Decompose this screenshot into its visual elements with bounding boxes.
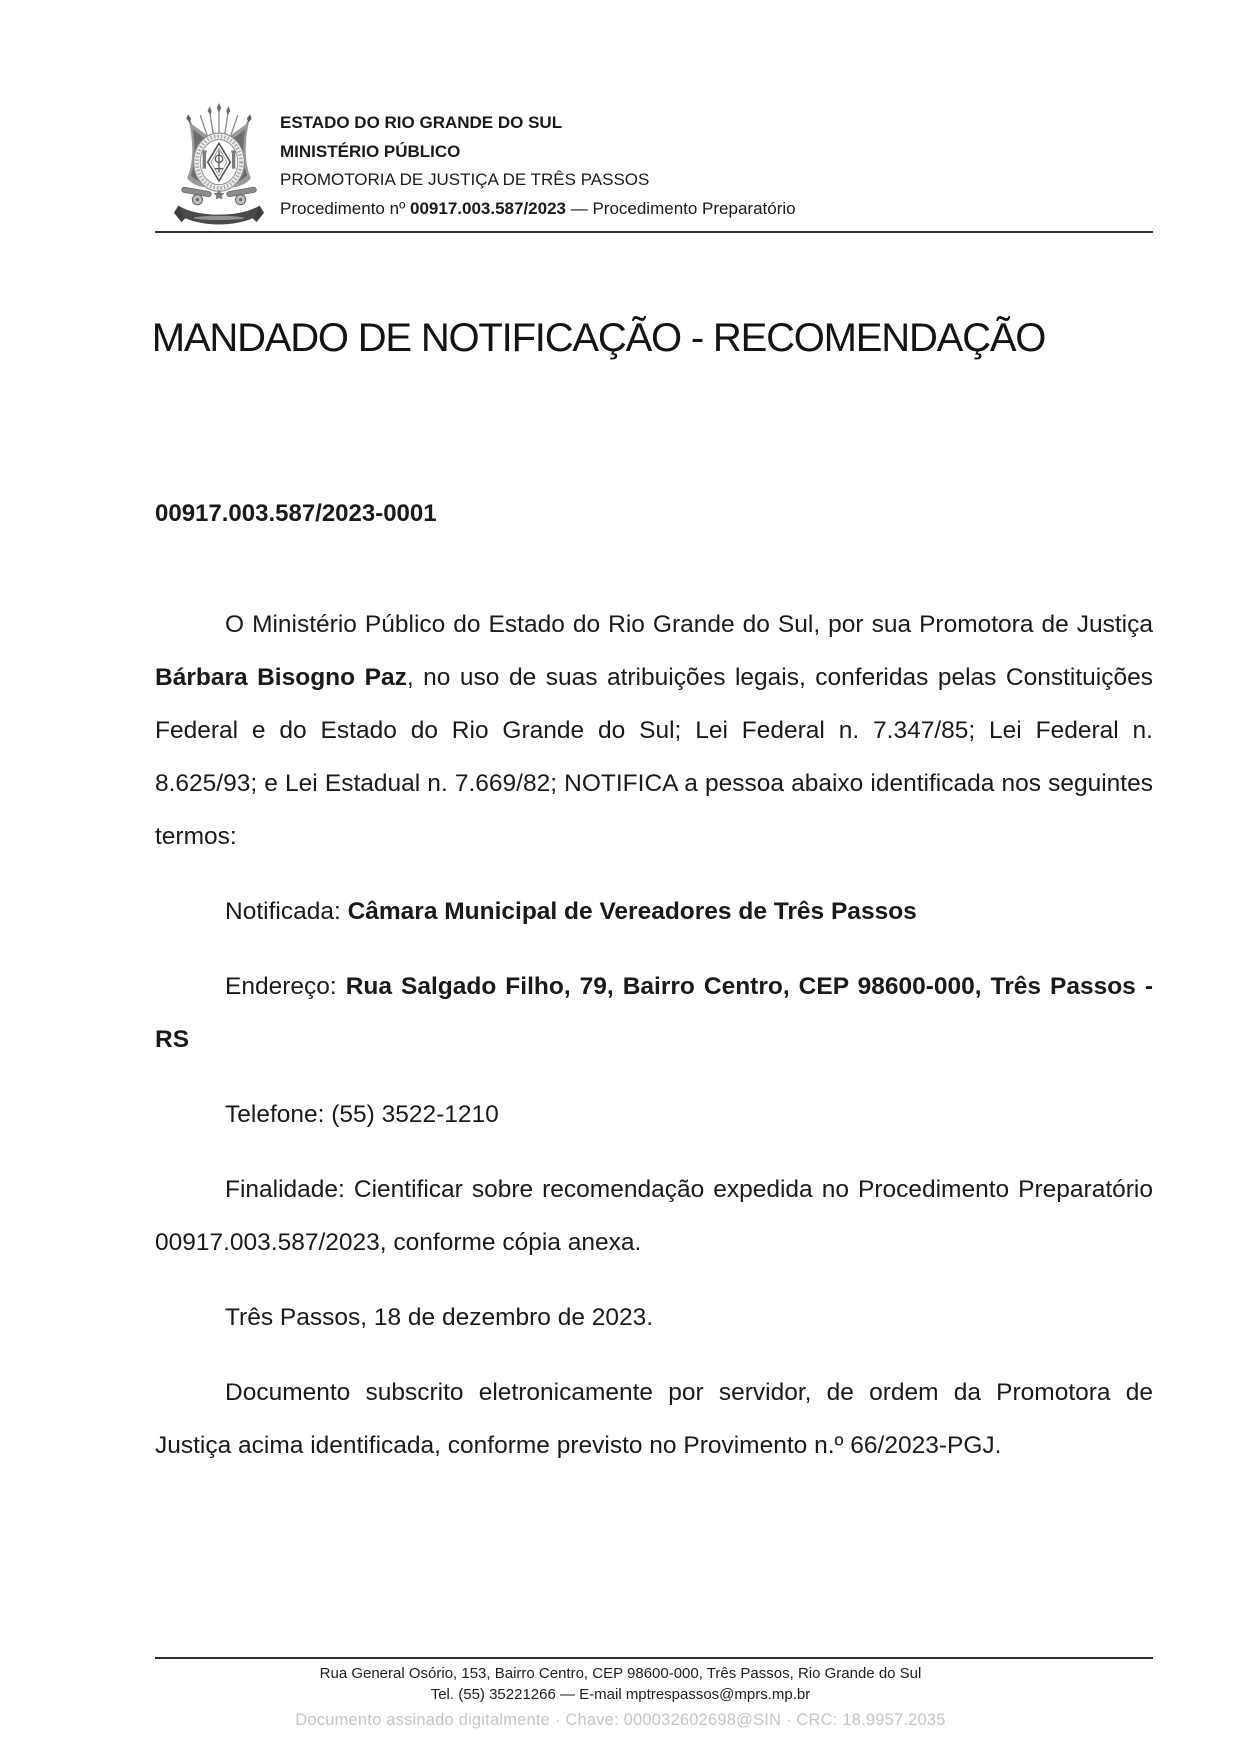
document-footer: [0, 1663, 1241, 1732]
paragraph-date: Três Passos, 18 de dezembro de 2023.: [225, 1304, 654, 1331]
procedure-prefix: Procedimento nº: [280, 198, 410, 218]
intro-text-post: , no uso de suas atribuições legais, conferidas pelas Constituições Federal e do Estado do Rio Grande do Sul; Lei Federal n. 7.347/85; Lei Federal n. 8.625/93; e Lei Estadual n. 7.669/82; NOTIFICA a pessoa abaixo identificada nos seguintes termos:: [155, 664, 1153, 850]
paragraph-closing: Documento subscrito eletronicamente por servidor, de ordem da Promotora de Justiça acima identificada, conforme previsto no Provimento n.º 66/2023-PGJ.: [155, 1379, 1153, 1459]
reference-number: 00917.003.587/2023-0001: [155, 500, 437, 527]
document-title: MANDADO DE NOTIFICAÇÃO - RECOMENDAÇÃO: [151, 316, 1046, 360]
coat-of-arms-logo: [172, 103, 266, 225]
procedure-number: 00917.003.587/2023: [410, 198, 566, 218]
notified-value: Câmara Municipal de Vereadores de Três Passos: [347, 898, 917, 925]
address-value: Rua Salgado Filho, 79, Bairro Centro, CEP 98600-000, Três Passos - RS: [155, 973, 1153, 1053]
paragraph-address: [155, 960, 1153, 1066]
paragraph-phone: Telefone: (55) 3522-1210: [225, 1101, 499, 1128]
header-divider: [155, 231, 1153, 233]
address-label: Endereço:: [225, 973, 346, 1000]
document-header: [172, 103, 796, 225]
prosecutor-name: Bárbara Bisogno Paz: [155, 664, 407, 691]
digital-signature-note: Documento assinado digitalmente · Chave: 000032602698@SIN · CRC: 18.9957.2035: [295, 1711, 946, 1729]
header-procedure-line: [280, 195, 796, 224]
document-body: [155, 598, 1153, 1494]
procedure-suffix: — Procedimento Preparatório: [566, 198, 796, 218]
header-state-line: ESTADO DO RIO GRANDE DO SUL: [280, 113, 563, 132]
paragraph-intro: [155, 598, 1153, 863]
footer-contact: Tel. (55) 35221266 — E-mail mptrespassos@mprs.mp.br: [430, 1686, 811, 1703]
paragraph-notified: [155, 885, 1153, 938]
footer-address: Rua General Osório, 153, Bairro Centro, CEP 98600-000, Três Passos, Rio Grande do Sul: [319, 1665, 922, 1682]
intro-text-pre: O Ministério Público do Estado do Rio Grande do Sul, por sua Promotora de Justiça: [225, 611, 1153, 638]
header-text-block: [280, 103, 796, 223]
footer-divider: [155, 1657, 1153, 1659]
notified-label: Notificada:: [225, 898, 348, 925]
header-office-line: PROMOTORIA DE JUSTIÇA DE TRÊS PASSOS: [280, 170, 650, 189]
paragraph-purpose: Finalidade: Cientificar sobre recomendação expedida no Procedimento Preparatório 00917.003.587/2023, conforme cópia anexa.: [155, 1176, 1153, 1256]
header-institution-line: MINISTÉRIO PÚBLICO: [280, 141, 461, 161]
